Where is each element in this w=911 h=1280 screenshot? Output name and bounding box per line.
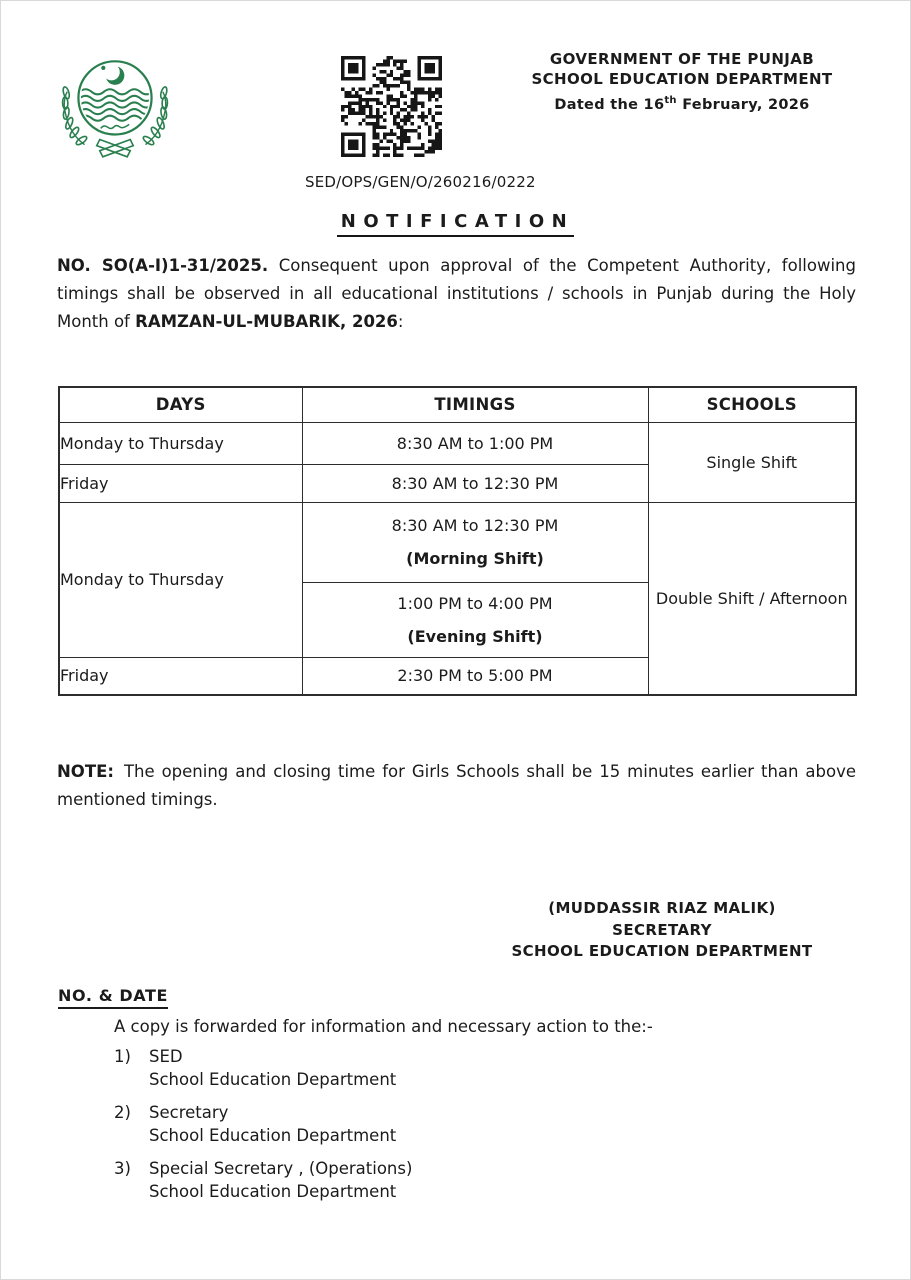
- punjab-government-emblem-icon: [51, 47, 179, 163]
- paragraph-colon: :: [397, 312, 404, 331]
- distribution-heading: NO. & DATE: [58, 986, 168, 1009]
- item-text: [149, 1101, 396, 1147]
- signatory-name: (MUDDASSIR RIAZ MALIK): [548, 899, 776, 917]
- department-name: SCHOOL EDUCATION DEPARTMENT: [531, 70, 833, 88]
- days-cell: Monday to Thursday: [59, 422, 302, 464]
- timing-cell: [302, 582, 648, 657]
- list-item: [114, 1045, 412, 1091]
- document-title: NOTIFICATION: [337, 211, 574, 237]
- shift-label: (Morning Shift): [406, 549, 544, 568]
- letterhead: [495, 49, 869, 113]
- table-row: [59, 422, 856, 464]
- table-header-row: [59, 387, 856, 422]
- item-number: 1): [114, 1047, 131, 1066]
- opening-paragraph: [57, 252, 856, 336]
- item-title: Special Secretary , (Operations): [149, 1159, 413, 1178]
- note-paragraph: [57, 758, 856, 814]
- timing-text: 1:00 PM to 4:00 PM: [397, 593, 553, 613]
- item-title: SED: [149, 1047, 183, 1066]
- signatory-designation: SECRETARY: [612, 920, 712, 939]
- school-type-cell: Double Shift / Afternoon: [648, 502, 856, 695]
- case-number: NO. SO(A-I)1-31/2025.: [57, 256, 269, 275]
- item-title: Secretary: [149, 1103, 229, 1122]
- days-cell: Friday: [59, 464, 302, 502]
- signatory-department: SCHOOL EDUCATION DEPARTMENT: [511, 942, 813, 960]
- qr-code: [341, 56, 442, 157]
- timing-cell: 8:30 AM to 12:30 PM: [302, 464, 648, 502]
- paragraph-body: Consequent upon approval of the Competent Authority, following timings shall be observed in all educational institutions / schools in Punjab during the Holy Month of: [57, 256, 856, 331]
- item-department: School Education Department: [149, 1126, 397, 1145]
- distribution-list: [114, 1045, 412, 1213]
- date-suffix: February, 2026: [676, 97, 810, 113]
- timings-table: [58, 386, 857, 696]
- ribbon-icon: [97, 140, 134, 157]
- column-header-schools: SCHOOLS: [648, 387, 856, 422]
- timing-text: 8:30 AM to 12:30 PM: [391, 516, 559, 535]
- note-text: The opening and closing time for Girls Schools shall be 15 minutes earlier than above mentioned timings.: [57, 762, 856, 809]
- distribution-intro: A copy is forwarded for information and necessary action to the:-: [114, 1017, 653, 1036]
- item-number: 2): [114, 1103, 131, 1122]
- column-header-days: DAYS: [59, 387, 302, 422]
- ramzan-highlight: RAMZAN-UL-MUBARIK, 2026: [135, 312, 398, 331]
- item-text: [149, 1157, 412, 1203]
- table-row: [59, 502, 856, 582]
- reference-number: SED/OPS/GEN/O/260216/0222: [305, 173, 536, 191]
- note-label: NOTE:: [57, 762, 114, 781]
- school-type-cell: Single Shift: [648, 422, 856, 502]
- timing-cell: 8:30 AM to 1:00 PM: [302, 422, 648, 464]
- date-ordinal: th: [664, 95, 677, 107]
- list-item: [114, 1101, 412, 1147]
- timing-cell: 2:30 PM to 5:00 PM: [302, 657, 648, 695]
- date-prefix: Dated the 16: [554, 97, 665, 113]
- signature-block: [507, 898, 817, 963]
- document-date: [495, 97, 869, 113]
- timing-cell: [302, 502, 648, 582]
- column-header-timings: TIMINGS: [302, 387, 648, 422]
- title-row: [1, 211, 910, 237]
- days-cell: Monday to Thursday: [59, 502, 302, 657]
- item-department: School Education Department: [149, 1070, 397, 1089]
- list-item: [114, 1157, 412, 1203]
- item-number: 3): [114, 1159, 131, 1178]
- shift-label: (Evening Shift): [407, 626, 543, 646]
- government-name: GOVERNMENT OF THE PUNJAB: [549, 50, 815, 68]
- item-text: [149, 1045, 396, 1091]
- item-department: School Education Department: [149, 1182, 397, 1201]
- days-cell: Friday: [59, 657, 302, 695]
